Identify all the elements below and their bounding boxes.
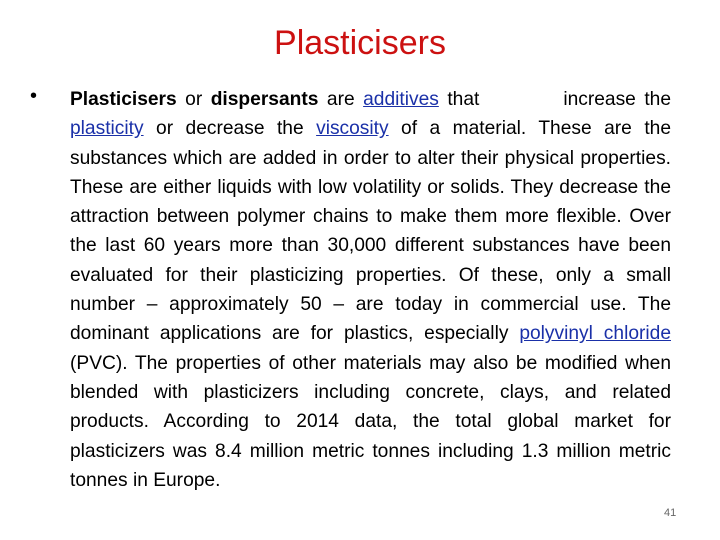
bullet-paragraph	[70, 85, 671, 495]
bullet-marker: •	[30, 85, 38, 107]
text-span: (PVC). The properties of other materials may also be modified when blended with plasticizers including concrete, clays, and related products. According to 2014 data, the total global market for plasticizers was 8.4 million metric tonnes including 1.3 million metric tonnes in Europe.	[70, 352, 671, 491]
link-viscosity[interactable]: viscosity	[316, 118, 389, 140]
term-dispersants: dispersants	[210, 89, 319, 110]
slide-title: Plasticisers	[274, 24, 446, 62]
text-span: of a material. These are the substances which are added in order to alter their physical properties. These are either liquids with low volatility or solids. They decrease the attraction between polymer chains to make them more flexible. Over the last 60 years more than 30,000 different substances have been evaluated for their plasticizing properties. Of these, only a small number – approximately 50 – are today in commercial use. The dominant applications are for plastics, especially	[70, 118, 671, 345]
text-span: or decrease the	[143, 118, 317, 140]
text-span: or	[176, 89, 211, 110]
page-number: 41	[664, 507, 677, 519]
link-plasticity[interactable]: plasticity	[70, 118, 144, 140]
text-span: increase the	[563, 89, 671, 110]
text-span: are	[318, 89, 364, 110]
term-plasticisers: Plasticisers	[70, 89, 177, 110]
link-additives[interactable]: additives	[363, 89, 439, 110]
text-span: that	[438, 89, 480, 110]
link-polyvinyl-chloride[interactable]: polyvinyl chloride	[519, 323, 671, 345]
